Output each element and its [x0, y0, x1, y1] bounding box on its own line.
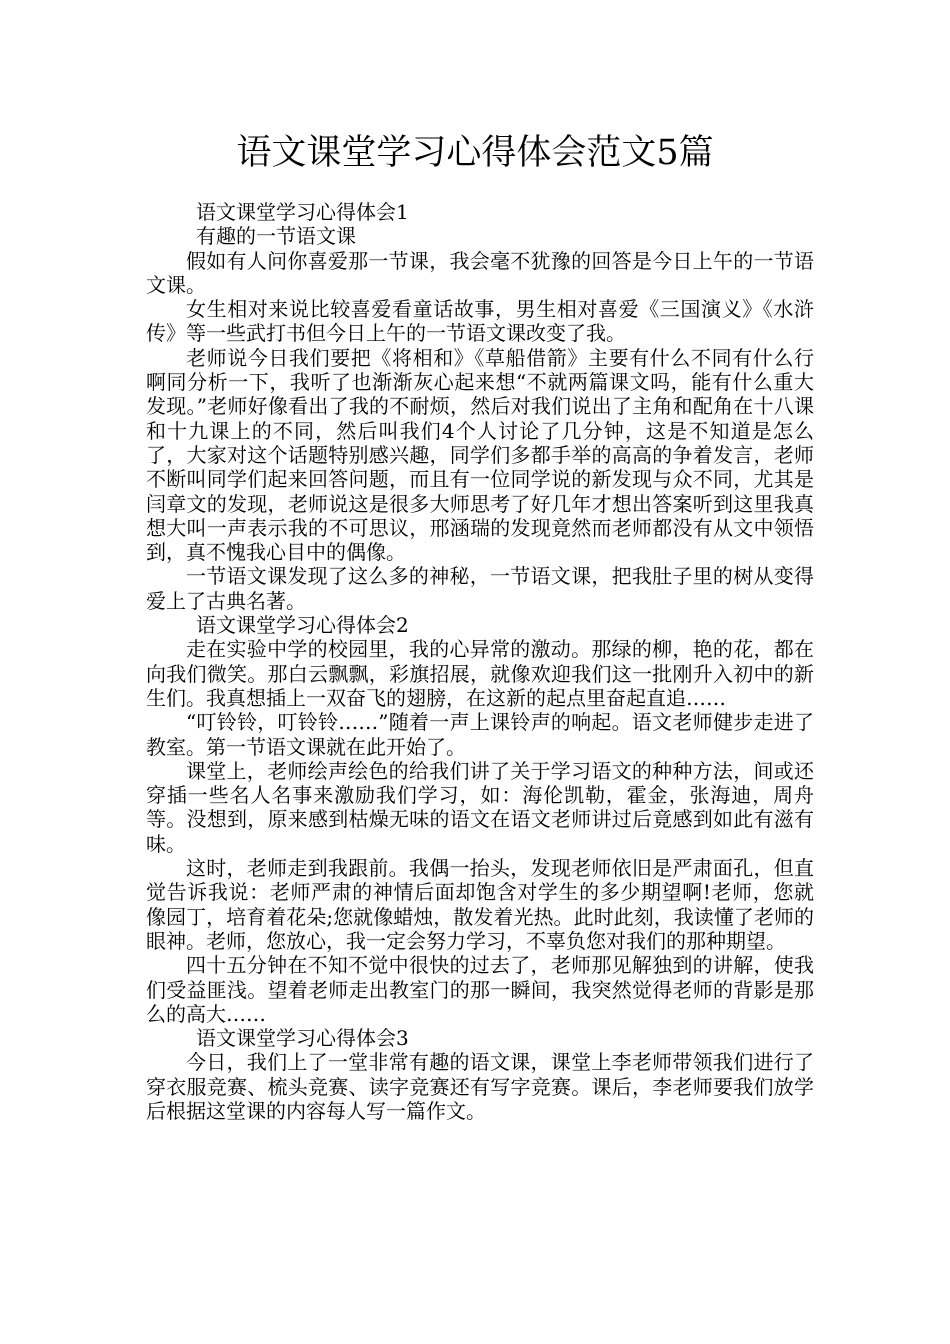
section-heading: 语文课堂学习心得体会1 — [196, 200, 409, 224]
paragraph: “叮铃铃，叮铃铃……”随着一声上课铃声的响起。语文老师健步走进了教室。第一节语文课就在此开始了。 — [146, 710, 814, 759]
paragraph: 女生相对来说比较喜爱看童话故事，男生相对喜爱《三国演义》《水浒传》等一些武打书但今日上午的一节语文课改变了我。 — [146, 297, 814, 346]
section-heading: 语文课堂学习心得体会3 — [196, 1026, 409, 1051]
paragraph: 走在实验中学的校园里，我的心异常的激动。那绿的柳，艳的花，都在向我们微笑。那白云飘飘，彩旗招展，就像欢迎我们这一批刚升入初中的新生们。我真想插上一双奋飞的翅膀，在这新的起点里奋起直追…… — [146, 637, 814, 710]
paragraph: 一节语文课发现了这么多的神秘，一节语文课，把我肚子里的树从变得爱上了古典名著。 — [146, 564, 814, 613]
paragraph: 假如有人问你喜爱那一节课，我会毫不犹豫的回答是今日上午的一节语文课。 — [146, 248, 814, 297]
paragraph: 这时，老师走到我跟前。我偶一抬头，发现老师依旧是严肃面孔，但直觉告诉我说：老师严肃的神情后面却饱含对学生的多少期望啊!老师，您就像园丁，培育着花朵;您就像蜡烛，散发着光热。此时此刻，我读懂了老师的眼神。老师，您放心，我一定会努力学习，不辜负您对我们的那种期望。 — [146, 856, 814, 953]
section-subheading: 有趣的一节语文课 — [196, 224, 356, 249]
document-body — [146, 200, 814, 1123]
paragraph: 课堂上，老师绘声绘色的给我们讲了关于学习语文的种种方法，间或还穿插一些名人名事来激励我们学习，如：海伦凯勒，霍金，张海迪，周舟等。没想到，原来感到枯燥无味的语文在语文老师讲过后竟感到如此有滋有味。 — [146, 758, 814, 856]
paragraph: 今日，我们上了一堂非常有趣的语文课，课堂上李老师带领我们进行了穿衣服竞赛、梳头竞赛、读字竞赛还有写字竞赛。课后，李老师要我们放学后根据这堂课的内容每人写一篇作文。 — [146, 1050, 814, 1123]
document-title: 语文课堂学习心得体会范文5篇 — [236, 133, 714, 173]
paragraph: 四十五分钟在不知不觉中很快的过去了，老师那见解独到的讲解，使我们受益匪浅。望着老师走出教室门的那一瞬间，我突然觉得老师的背影是那么的高大…… — [146, 953, 814, 1026]
paragraph: 老师说今日我们要把《将相和》《草船借箭》主要有什么不同有什么行啊同分析一下，我听了也渐渐灰心起来想“不就两篇课文吗，能有什么重大发现。”老师好像看出了我的不耐烦，然后对我们说出了主角和配角在十八课和十九课上的不同，然后叫我们4个人讨论了几分钟，这是不知道是怎么了，大家对这个话题特别感兴趣，同学们多都手举的高高的争着发言，老师不断叫同学们起来回答问题，而且有一位同学说的新发现与众不同，尤其是闫章文的发现，老师说这是很多大师思考了好几年才想出答案听到这里我真想大叫一声表示我的不可思议，邢涵瑞的发现竟然而老师都没有从文中领悟到，真不愧我心目中的偶像。 — [146, 345, 814, 565]
section-heading: 语文课堂学习心得体会2 — [196, 613, 409, 638]
